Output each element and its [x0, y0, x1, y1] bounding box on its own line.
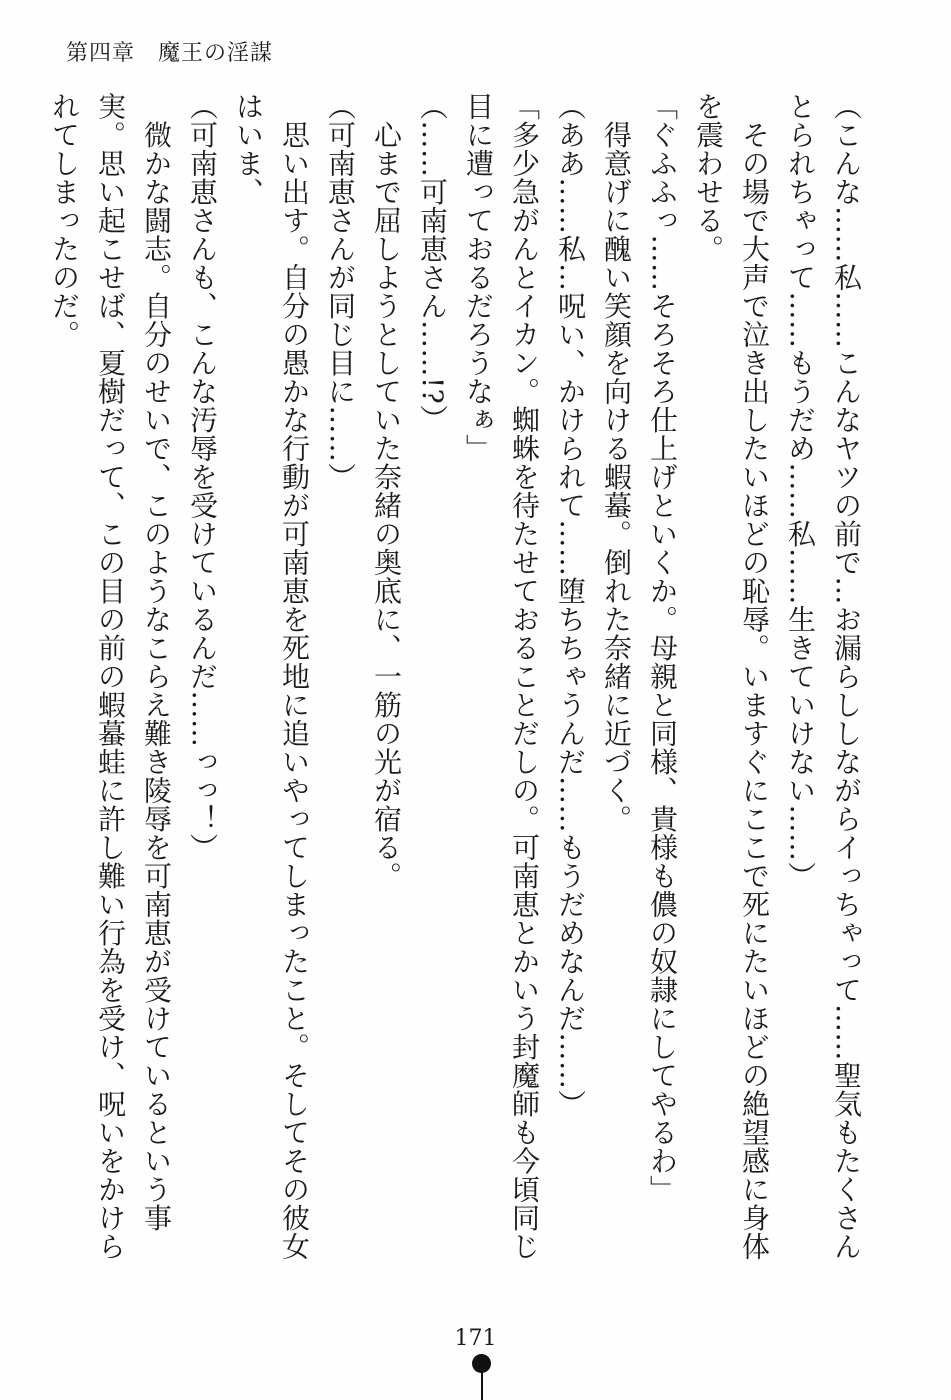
paragraph: 得意げに醜い笑顔を向ける蝦蟇。倒れた奈緒に近づく。 — [600, 92, 633, 833]
vertical-body-text — [48, 92, 869, 1282]
ornament-stem — [481, 1371, 483, 1400]
paragraph: 思い出す。自分の愚かな行動が可南恵を死地に追いやってしまったこと。そしてその彼女はいま、 — [232, 92, 311, 1261]
paragraph: 「ぐふふっ……そろそろ仕上げといくか。母親と同様、貴様も儂の奴隷にしてやるわ」 — [646, 92, 679, 1204]
page-ornament-icon — [472, 1354, 492, 1400]
paragraph: （こんな……私……こんなヤツの前で…お漏らししながらイっちゃって……聖気もたくさんとられちゃって……もうだめ……私……生きていけない……） — [784, 92, 863, 1261]
paragraph: （……可南恵さん……!?） — [416, 92, 449, 433]
page-number: 171 — [454, 1326, 497, 1351]
running-head: 第四章 魔王の淫謀 — [66, 41, 274, 66]
paragraph: 微かな闘志。自分のせいで、このようなこらえ難き陵辱を可南恵が受けているという事実。思い起こせば、夏樹だって、この目の前の蝦蟇蛙に許し難い行為を受け、呪いをかけられてしまったのだ。 — [48, 92, 173, 1261]
paragraph: （ああ……私…呪い、かけられて……堕ちちゃうんだ……もうだめなんだ……） — [554, 92, 587, 1118]
paragraph: その場で大声で泣き出したいほどの恥辱。いますぐにここで死にたいほどの絶望感に身体を震わせる。 — [692, 92, 771, 1261]
paragraph: （可南恵さんも、こんな汚辱を受けているんだ……っっ！） — [186, 92, 219, 862]
paragraph: 「多少急がんとイカン。蜘蛛を待たせておることだしの。可南恵とかいう封魔師も今頃同じ目に遭っておるだろうなぁ」 — [462, 92, 541, 1261]
paragraph: （可南恵さんが同じ目に……） — [324, 92, 357, 491]
paragraph: 心まで屈しようとしていた奈緒の奥底に、一筋の光が宿る。 — [370, 92, 403, 890]
